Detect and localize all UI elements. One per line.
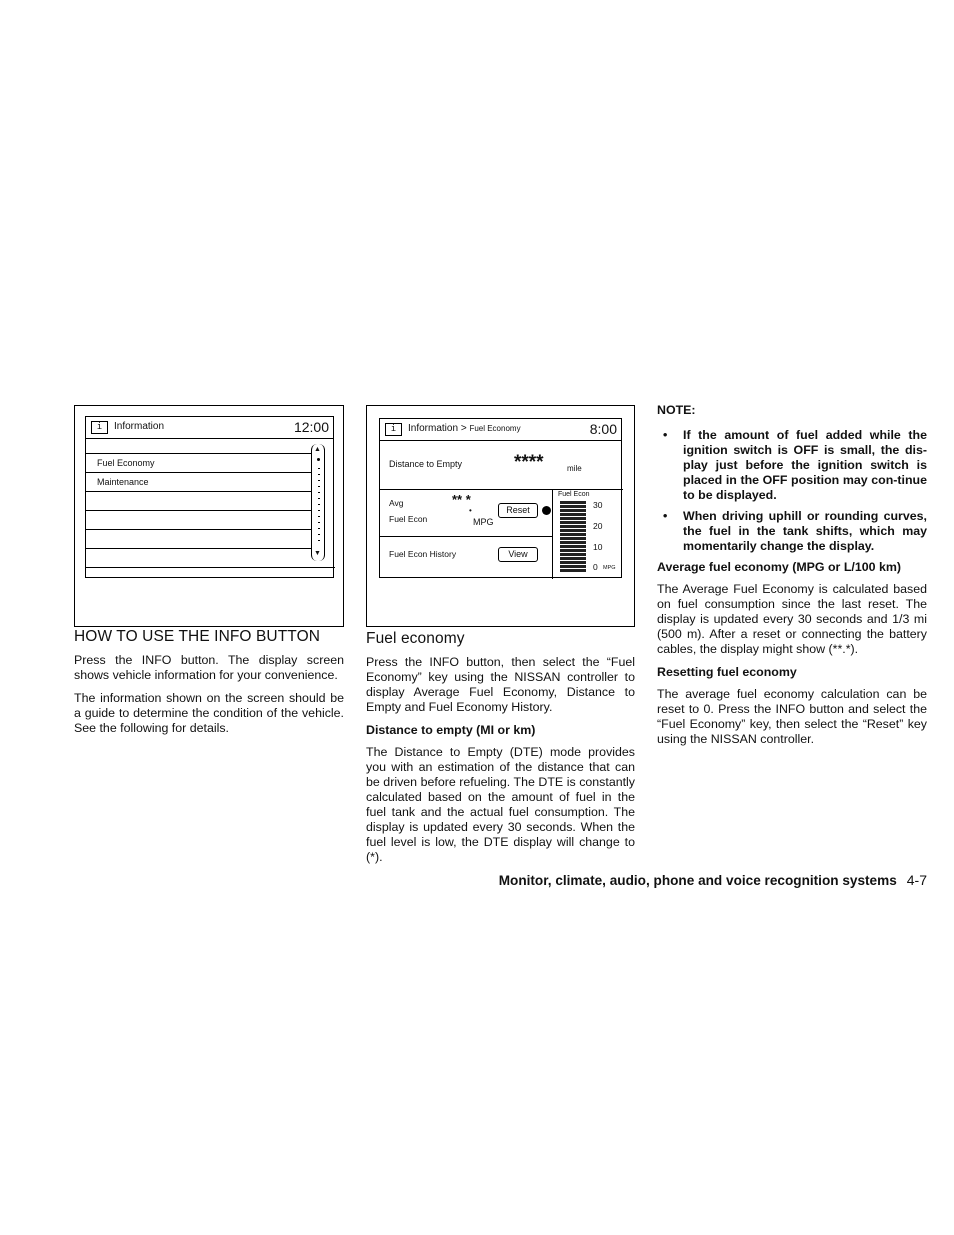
gauge-segment xyxy=(560,513,586,516)
gauge-segment xyxy=(560,557,586,560)
paragraph: The Distance to Empty (DTE) mode provides you with an estimation of the distance that can be driven before refueling. The DTE is constantly calculated based on the amount of fuel in the fuel tank and the actual fuel consumption. The display is updated every 30 seconds. When the fuel level is low, the DTE display will change to (*). xyxy=(366,745,635,864)
cursor-dot-icon xyxy=(542,506,551,515)
figure-info-screen xyxy=(74,405,344,627)
gauge-segment xyxy=(560,533,586,536)
bullet-text: If the amount of fuel added while the ignition switch is OFF is small, the dis-play just before the ignition switch is placed in the OFF position may con-tinue to be displayed. xyxy=(683,428,927,502)
breadcrumb-fuel-economy: Fuel Economy xyxy=(469,424,521,433)
gauge-tick-20: 20 xyxy=(593,521,603,531)
avg-decimal: • xyxy=(469,506,472,515)
figure-fuel-economy-screen xyxy=(366,405,635,627)
paragraph: Press the INFO button, then select the “Fuel Economy” key using the NISSAN controller to display Average Fuel Economy, Distance to Empty and Fuel Economy History. xyxy=(366,655,635,714)
gauge-tick-0: 0 xyxy=(593,562,598,572)
footer-section-title: Monitor, climate, audio, phone and voice recognition systems xyxy=(498,873,897,888)
column-3 xyxy=(657,403,927,755)
fuel-econ-gauge xyxy=(560,501,588,575)
screen-header xyxy=(86,417,333,439)
section-heading-fuel-economy: Fuel economy xyxy=(366,630,465,647)
screen-title: Information xyxy=(114,421,165,432)
avg-unit: MPG xyxy=(473,517,494,527)
dte-unit: mile xyxy=(567,464,582,473)
bullet-text: When driving uphill or rounding curves, the fuel in the tank shifts, which may momentarily change the display. xyxy=(683,509,927,553)
gauge-segment xyxy=(560,545,586,548)
fuel-econ-label: Fuel Econ xyxy=(389,514,428,524)
screen-clock: 8:00 xyxy=(589,421,617,437)
gauge-segment xyxy=(560,561,586,564)
note-list xyxy=(657,428,927,554)
gauge-segment xyxy=(560,565,586,568)
avg-value: ** * xyxy=(452,492,471,507)
gauge-segment xyxy=(560,509,586,512)
dte-label: Distance to Empty xyxy=(389,459,463,469)
breadcrumb-information: Information xyxy=(408,423,459,434)
fuel-econ-history-label: Fuel Econ History xyxy=(389,549,457,559)
view-button[interactable]: View xyxy=(498,547,538,562)
screen-title xyxy=(408,423,521,434)
gauge-segment xyxy=(560,525,586,528)
gauge-title: Fuel Econ xyxy=(558,491,590,498)
note-title: NOTE: xyxy=(657,403,696,417)
page-footer xyxy=(476,872,927,888)
gauge-tick-10: 10 xyxy=(593,542,603,552)
bullet-icon: • xyxy=(663,509,668,523)
fuel-economy-display-screen xyxy=(379,418,622,578)
column-1 xyxy=(74,629,344,744)
subheading-resetting-fuel-economy: Resetting fuel economy xyxy=(657,665,797,679)
info-display-screen xyxy=(85,416,334,578)
gauge-segment xyxy=(560,505,586,508)
menu-item-fuel-economy[interactable]: Fuel Economy xyxy=(97,458,155,468)
screen-header xyxy=(380,419,621,441)
gauge-segment xyxy=(560,529,586,532)
gauge-tick-30: 30 xyxy=(593,500,603,510)
breadcrumb-separator: > xyxy=(460,423,467,434)
info-icon: i xyxy=(91,421,108,434)
info-icon: i xyxy=(385,423,402,436)
section-heading-info-button: HOW TO USE THE INFO BUTTON xyxy=(74,628,321,645)
gauge-segment xyxy=(560,549,586,552)
menu-item-maintenance[interactable]: Maintenance xyxy=(97,477,149,487)
paragraph: The information shown on the screen should be a guide to determine the condition of the vehicle. See the following for details. xyxy=(74,691,344,735)
subheading-distance-to-empty: Distance to empty (MI or km) xyxy=(366,723,536,737)
dte-value: **** xyxy=(514,452,544,473)
gauge-segment xyxy=(560,501,586,504)
subheading-average-fuel-economy: Average fuel economy (MPG or L/100 km) xyxy=(657,560,901,574)
scroll-up-icon: ▲ xyxy=(314,446,321,453)
gauge-segment xyxy=(560,569,586,572)
paragraph: Press the INFO button. The display screen shows vehicle information for your convenience. xyxy=(74,653,344,682)
list-item xyxy=(657,509,927,554)
paragraph: The average fuel economy calculation can be reset to 0. Press the INFO button and select the “Fuel Economy” key, then select the “Reset” key using the NISSAN controller. xyxy=(657,687,927,746)
gauge-segment xyxy=(560,537,586,540)
page-number: 4-7 xyxy=(906,872,927,888)
gauge-segment xyxy=(560,553,586,556)
scrollbar[interactable] xyxy=(311,444,325,561)
bullet-icon: • xyxy=(663,428,668,442)
gauge-segment xyxy=(560,521,586,524)
paragraph: The Average Fuel Economy is calculated based on fuel consumption since the last reset. The display is updated every 30 seconds and 1/3 mi (500 m). After a reset or connecting the battery cables, the display might show (**.*). xyxy=(657,582,927,656)
gauge-segment xyxy=(560,517,586,520)
screen-clock: 12:00 xyxy=(293,419,329,435)
list-item xyxy=(657,428,927,503)
gauge-unit: MPG xyxy=(603,565,616,571)
scroll-down-icon: ▼ xyxy=(314,550,321,557)
gauge-segment xyxy=(560,541,586,544)
avg-label: Avg xyxy=(389,498,404,508)
column-2 xyxy=(366,631,635,873)
reset-button[interactable]: Reset xyxy=(498,503,538,518)
